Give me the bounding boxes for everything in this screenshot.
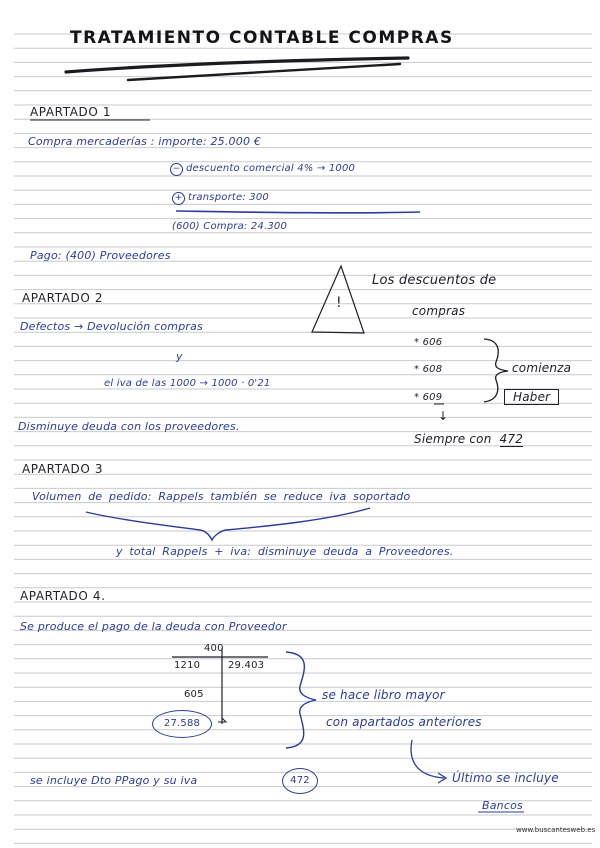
brace-text-1: se hace libro mayor xyxy=(322,688,445,702)
note-side-comienza: comienza xyxy=(512,361,572,375)
ledger-account: 400 xyxy=(204,643,224,654)
note-bottom-value: 472 xyxy=(499,432,524,446)
note-item-608: * 608 xyxy=(414,364,443,375)
note-line1: Los descuentos de xyxy=(372,273,497,288)
warning-mark: ! xyxy=(336,295,342,311)
ledger-total: 27.588 xyxy=(152,710,212,738)
apartado4-bottom-line: se incluye Dto PPago y su iva xyxy=(30,774,198,787)
brace-text-2: con apartados anteriores xyxy=(326,715,482,729)
note-line2: compras xyxy=(412,304,466,318)
ledger-row2-left: 605 xyxy=(184,689,204,700)
apartado3-line1: Volumen de pedido: Rappels también se reduce iva soportado xyxy=(32,490,411,503)
plus-circle-icon: + xyxy=(172,192,185,205)
apartado1-line4: (600) Compra: 24.300 xyxy=(172,221,288,232)
apartado1-line2: descuento comercial 4% → 1000 xyxy=(186,163,356,174)
ledger-row1-left: 1210 xyxy=(174,660,201,671)
page-title: TRATAMIENTO CONTABLE COMPRAS xyxy=(70,28,454,48)
note-bottom-prefix: Siempre con xyxy=(414,432,492,446)
apartado1-heading: APARTADO 1 xyxy=(30,105,112,119)
minus-circle-icon: − xyxy=(170,163,183,176)
last-line-2: Bancos xyxy=(482,799,523,812)
last-line-1: Último se incluye xyxy=(452,771,559,785)
apartado4-heading: APARTADO 4. xyxy=(20,589,106,603)
apartado2-line4: Disminuye deuda con los proveedores. xyxy=(18,420,240,433)
bottom-circled-472: 472 xyxy=(282,768,318,794)
note-down-arrow: ↓ xyxy=(438,409,449,423)
watermark: www.buscantesweb.es xyxy=(516,826,596,834)
apartado2-line3: el iva de las 1000 → 1000 · 0'21 xyxy=(104,378,271,389)
apartado3-heading: APARTADO 3 xyxy=(22,462,104,476)
note-side-haber: Haber xyxy=(504,389,559,405)
apartado2-line2: y xyxy=(176,350,183,363)
apartado2-line1: Defectos → Devolución compras xyxy=(20,320,203,333)
ledger-row1-right: 29.403 xyxy=(228,660,265,671)
apartado1-line3: transporte: 300 xyxy=(188,192,269,203)
apartado1-line5: Pago: (400) Proveedores xyxy=(30,249,171,262)
note-item-606: * 606 xyxy=(414,337,443,348)
note-bottom xyxy=(414,433,523,445)
apartado2-heading: APARTADO 2 xyxy=(22,291,104,305)
apartado4-line1: Se produce el pago de la deuda con Proveedor xyxy=(20,620,287,633)
apartado3-line2: y total Rappels + iva: disminuye deuda a Proveedores. xyxy=(116,545,454,558)
apartado1-line1: Compra mercaderías : importe: 25.000 € xyxy=(28,135,262,148)
note-item-609: * 609 xyxy=(414,392,443,403)
